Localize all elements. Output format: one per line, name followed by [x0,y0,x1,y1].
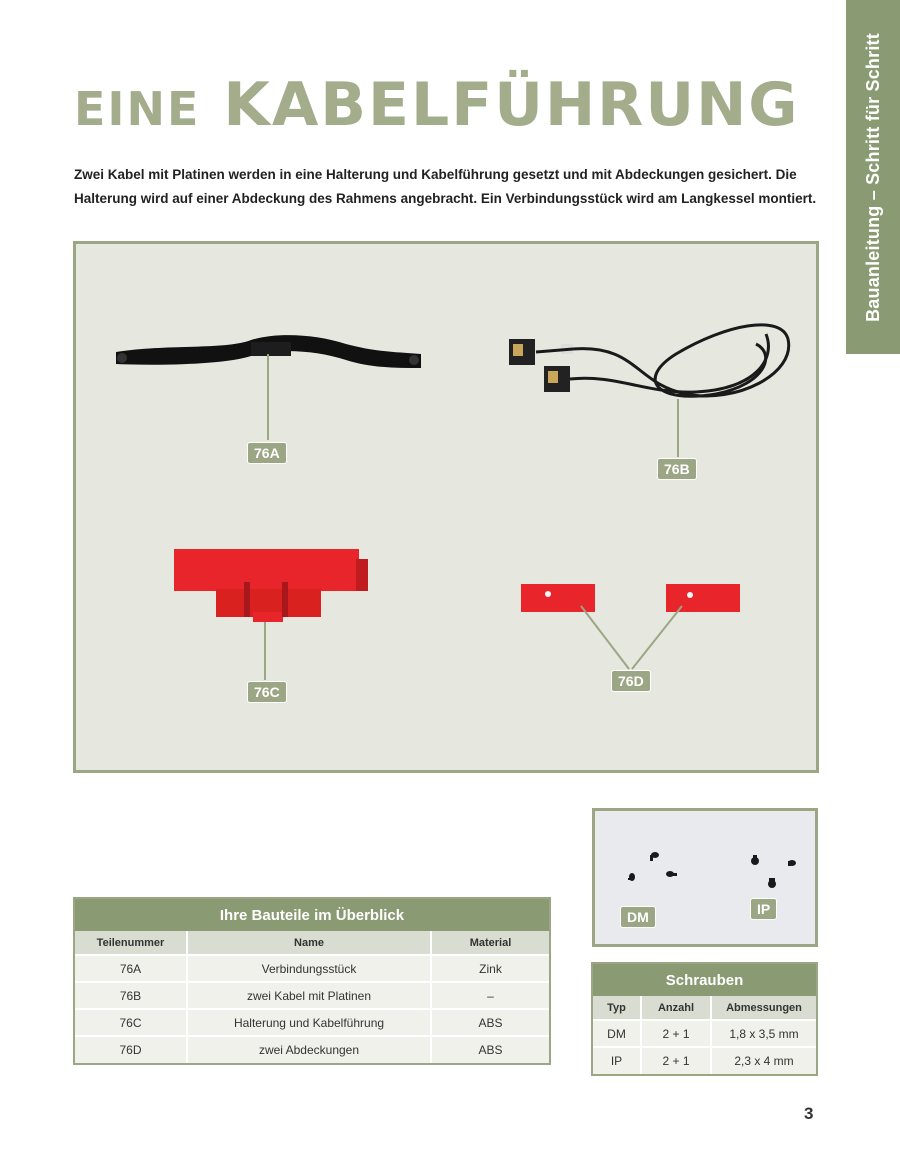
screws-table [591,962,818,1076]
screws-table-title: Schrauben [593,964,816,996]
cell: 2,3 x 4 mm [711,1047,816,1074]
part-76b-cables [509,325,789,396]
table-row [75,982,549,1009]
cell: zwei Abdeckungen [187,1036,431,1063]
screws-header-count: Anzahl [641,996,711,1020]
title-word-1: EINE [74,82,201,136]
parts-header-name: Name [187,931,431,955]
parts-photo [73,241,819,773]
cell: IP [593,1047,641,1074]
part-76c-holder [174,549,368,622]
cell: ABS [431,1036,549,1063]
parts-illustration [76,244,816,770]
cell: DM [593,1020,641,1047]
table-row [593,1047,816,1074]
parts-header-material: Material [431,931,549,955]
cell: 1,8 x 3,5 mm [711,1020,816,1047]
screws-photo [592,808,818,947]
page-title [74,70,800,140]
label-76c: 76C [247,681,287,703]
screws-header-type: Typ [593,996,641,1020]
side-tab-label: Bauanleitung – Schritt für Schritt [862,32,883,322]
cell: 2 + 1 [641,1020,711,1047]
page-number: 3 [804,1104,814,1123]
cell: zwei Kabel mit Platinen [187,982,431,1009]
cell: 2 + 1 [641,1047,711,1074]
label-76b: 76B [657,458,697,480]
table-row [75,1009,549,1036]
intro-text: Zwei Kabel mit Platinen werden in eine Halterung und Kabelführung gesetzt und mit Abdeckungen gesichert. Die Halterung wird auf einer Abdeckung des Rahmens angebracht. Ein Verbindungsstück wird am Langkessel montiert. [74,167,817,206]
cell: Halterung und Kabelführung [187,1009,431,1036]
cell: – [431,982,549,1009]
label-dm: DM [620,906,656,928]
cell: Verbindungsstück [187,955,431,982]
label-76a: 76A [247,442,287,464]
cell: 76A [75,955,187,982]
table-row [75,1036,549,1063]
side-tab [846,0,900,354]
cell: 76B [75,982,187,1009]
label-76d: 76D [611,670,651,692]
cell: ABS [431,1009,549,1036]
cell: 76D [75,1036,187,1063]
title-word-2: KABELFÜHRUNG [223,70,800,140]
part-76d-covers [521,584,740,612]
cell: Zink [431,955,549,982]
cell: 76C [75,1009,187,1036]
parts-table [73,897,551,1065]
screws-header-size: Abmessungen [711,996,816,1020]
table-row [75,955,549,982]
label-ip: IP [750,898,777,920]
parts-header-number: Teilenummer [75,931,187,955]
parts-table-title: Ihre Bauteile im Überblick [75,899,549,931]
table-row [593,1020,816,1047]
